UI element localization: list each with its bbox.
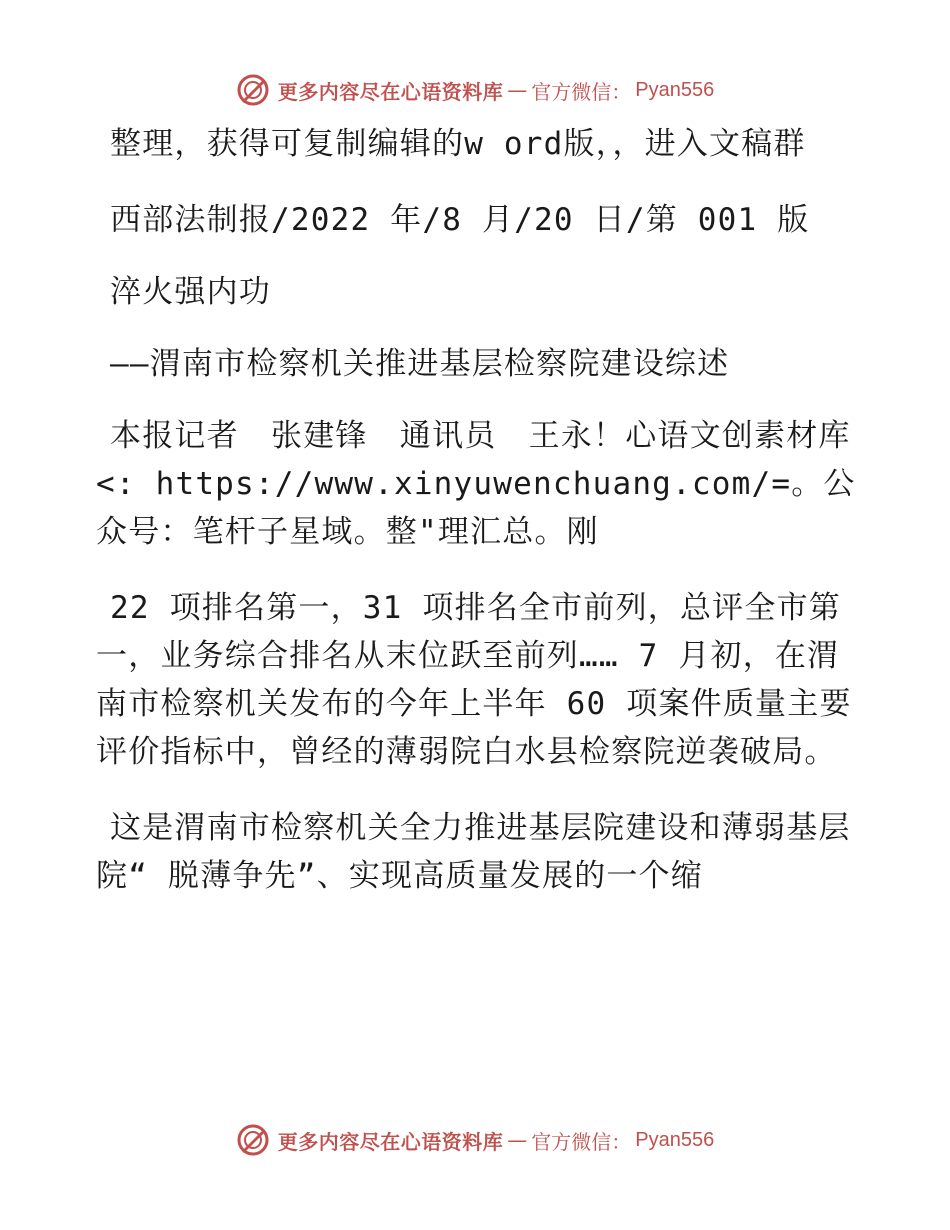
paragraph-source: 西部法制报/2022 年/8 月/20 日/第 001 版 [110,202,810,238]
banner-wechat-id: Pyan556 [635,78,715,101]
pen-logo-icon [236,1123,270,1157]
article-title: 淬火强内功 [110,274,271,310]
banner-wechat-label: 官方微信： [531,1129,632,1154]
banner-wechat-id: Pyan556 [635,1128,715,1151]
paragraph-body-1: 22 项排名第一，31 项排名全市前列，总评全市第一，业务综合排名从末位跃至前列…… 7 月初，在渭南市检察机关发布的今年上半年 60 项案件质量主要评价指标中，曾经的薄弱院白水县检察院逆袭破局。 [96,590,852,770]
banner-dash: — [507,78,528,102]
banner-dash: — [507,1128,528,1152]
header-banner[interactable] [0,70,950,110]
article-subtitle: ——渭南市检察机关推进基层检察院建设综述 [110,346,730,382]
paragraph-body-2: 这是渭南市检察机关全力推进基层院建设和薄弱基层院“ 脱薄争先”、实现高质量发展的一个缩 [96,810,851,894]
paragraph-byline: 本报记者 张建锋 通讯员 王永！心语文创素材库<: https://www.xinyuwenchuang.com/=。公众号：笔杆子星域。整"理汇总。刚 [96,418,856,550]
footer-banner[interactable] [0,1120,950,1160]
pen-logo-icon [236,73,270,107]
paragraph-intro: 整理，获得可复制编辑的w ord版，，进入文稿群 [110,126,806,162]
banner-title: 更多内容尽在心语资料库 [277,1129,504,1154]
banner-title: 更多内容尽在心语资料库 [277,79,504,104]
banner-wechat-label: 官方微信： [531,79,632,104]
document-body [96,120,856,928]
